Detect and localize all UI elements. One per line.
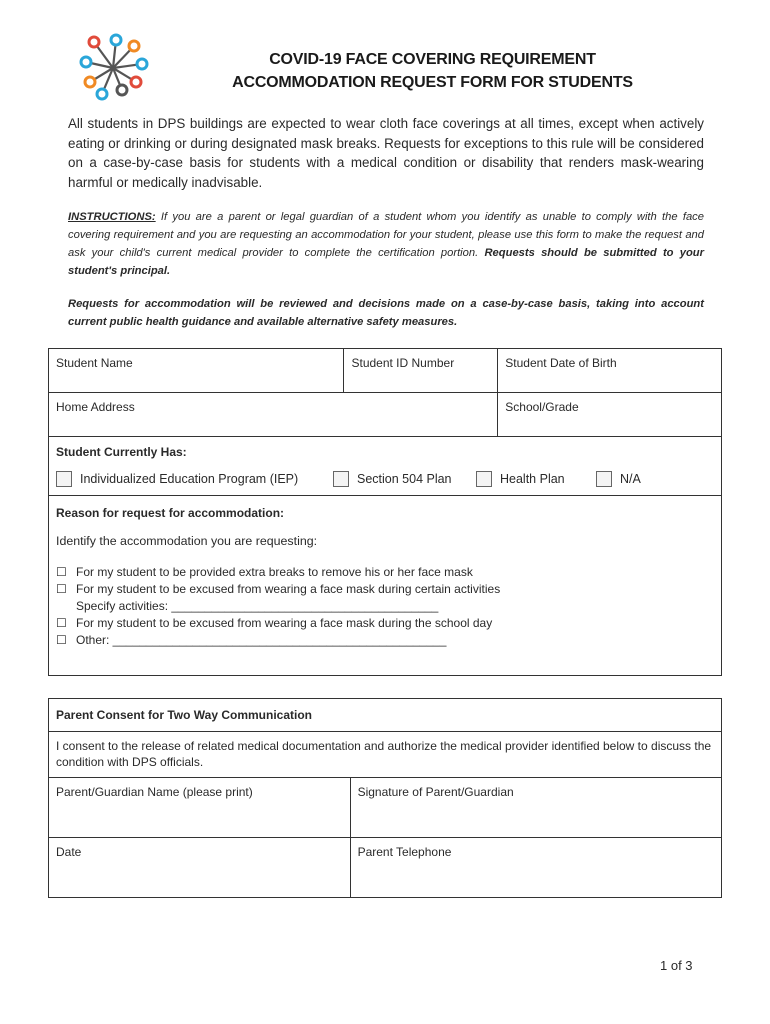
instructions-bold-text: Requests should be submitted to your student's principal. xyxy=(68,247,704,277)
guardian-name-label: Parent/Guardian Name (please print) xyxy=(56,785,253,799)
home-address-label: Home Address xyxy=(56,400,135,414)
title-line-1: COVID-19 FACE COVERING REQUIREMENT xyxy=(269,51,596,68)
504-label: Section 504 Plan xyxy=(357,472,452,486)
option-certain-activities[interactable] xyxy=(56,581,714,598)
guardian-name-field[interactable] xyxy=(49,778,351,838)
student-id-label: Student ID Number xyxy=(351,356,455,370)
currently-has-label: Student Currently Has: xyxy=(56,445,187,459)
na-checkbox[interactable] xyxy=(596,471,612,487)
page-number: 1 of 3 xyxy=(660,958,693,973)
consent-text: I consent to the release of related medical documentation and authorize the medical provider identified below to discuss the condition with DPS officials. xyxy=(49,732,722,778)
title-line-2: ACCOMMODATION REQUEST FORM FOR STUDENTS xyxy=(232,74,633,91)
guardian-signature-label: Signature of Parent/Guardian xyxy=(357,785,514,799)
school-grade-field[interactable] xyxy=(498,393,722,437)
identify-label: Identify the accommodation you are requesting: xyxy=(56,534,318,548)
iep-checkbox-option[interactable] xyxy=(56,471,298,487)
parent-consent-table xyxy=(48,698,722,898)
parent-telephone-field[interactable] xyxy=(350,838,721,898)
option-school-day-label: For my student to be excused from wearing a face mask during the school day xyxy=(76,616,493,630)
consent-header xyxy=(49,699,722,732)
option-certain-activities-checkbox[interactable]: ☐ xyxy=(56,582,67,596)
reason-section xyxy=(49,496,722,676)
student-info-table xyxy=(48,348,722,676)
date-label: Date xyxy=(56,845,82,859)
specify-activities-line[interactable] xyxy=(56,598,714,615)
option-extra-breaks[interactable] xyxy=(56,564,714,581)
form-title xyxy=(150,48,715,94)
option-other-checkbox[interactable]: ☐ xyxy=(56,633,67,647)
date-field[interactable] xyxy=(49,838,351,898)
consent-header-label: Parent Consent for Two Way Communication xyxy=(56,708,313,722)
instructions-paragraph xyxy=(68,208,704,280)
reason-label: Reason for request for accommodation: xyxy=(56,506,285,520)
option-school-day[interactable] xyxy=(56,615,714,632)
option-school-day-checkbox[interactable]: ☐ xyxy=(56,616,67,630)
student-id-field[interactable] xyxy=(344,349,498,393)
na-checkbox-option[interactable] xyxy=(596,471,641,487)
student-name-field[interactable] xyxy=(49,349,344,393)
504-checkbox[interactable] xyxy=(333,471,349,487)
iep-label: Individualized Education Program (IEP) xyxy=(80,472,299,486)
option-extra-breaks-label: For my student to be provided extra breaks to remove his or her face mask xyxy=(76,565,473,579)
student-dob-label: Student Date of Birth xyxy=(505,356,617,370)
instructions-label: INSTRUCTIONS: xyxy=(68,211,156,223)
student-dob-field[interactable] xyxy=(498,349,722,393)
instructions-text: If you are a parent or legal guardian of a student whom you identify as unable to comply with the face covering requirement and you are requesting an accommodation for your student, please use this form to make the request and ask your child's current medical provider to complete the certification portion. xyxy=(68,211,704,259)
specify-activities-label: Specify activities: ________________________________________ xyxy=(76,599,439,613)
guardian-signature-field[interactable] xyxy=(350,778,721,838)
option-other-label: Other: __________________________________________________ xyxy=(76,633,447,647)
student-name-label: Student Name xyxy=(56,356,133,370)
option-other[interactable] xyxy=(56,632,714,649)
na-label: N/A xyxy=(620,472,641,486)
option-certain-activities-label: For my student to be excused from wearing a face mask during certain activities xyxy=(76,582,501,596)
504-checkbox-option[interactable] xyxy=(333,471,452,487)
health-plan-label: Health Plan xyxy=(500,472,565,486)
currently-has-section xyxy=(49,437,722,496)
health-plan-checkbox[interactable] xyxy=(476,471,492,487)
school-grade-label: School/Grade xyxy=(505,400,579,414)
requests-note: Requests for accommodation will be reviewed and decisions made on a case-by-case basis, taking into account current public health guidance and available alternative safety measures. xyxy=(68,298,704,328)
option-extra-breaks-checkbox[interactable]: ☐ xyxy=(56,565,67,579)
dps-logo-icon xyxy=(72,32,154,102)
health-plan-checkbox-option[interactable] xyxy=(476,471,565,487)
home-address-field[interactable] xyxy=(49,393,498,437)
intro-paragraph: All students in DPS buildings are expected to wear cloth face coverings at all times, except when actively eating or drinking or during designated mask breaks. Requests for exceptions to this rule will be considered on a case-by-case basis for students with a medical condition or disability that renders mask-wearing harmful or medically inadvisable. xyxy=(68,116,704,190)
parent-telephone-label: Parent Telephone xyxy=(357,845,452,859)
iep-checkbox[interactable] xyxy=(56,471,72,487)
